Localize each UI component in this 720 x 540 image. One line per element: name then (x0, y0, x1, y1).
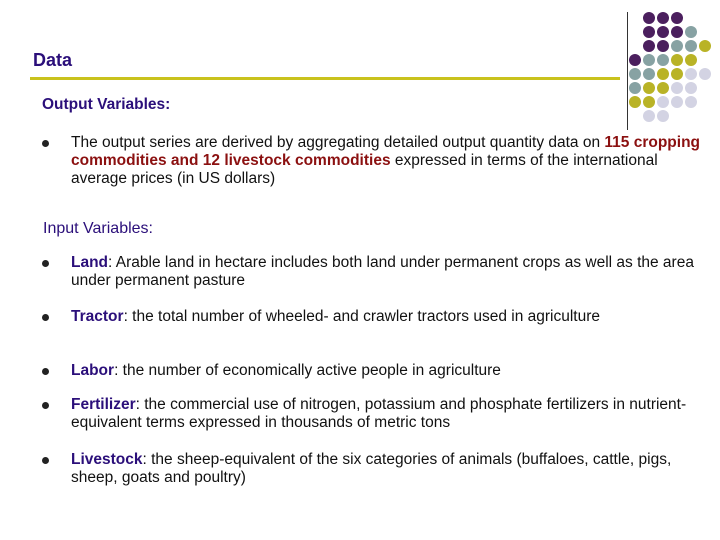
input-item-text (71, 254, 711, 290)
input-item-desc: : Arable land in hectare includes both land under permanent crops as well as the area under permanent pasture (71, 254, 694, 289)
output-item-text (71, 134, 711, 188)
input-item-term: Land (71, 254, 109, 271)
dot (671, 82, 683, 94)
dot (657, 96, 669, 108)
input-item-term: Livestock (71, 451, 143, 468)
dot (657, 68, 669, 80)
dot (643, 12, 655, 24)
input-item-desc: : the number of economically active people in agriculture (114, 362, 501, 379)
output-item-prefix: The output series are derived by aggregating detailed output quantity data on (71, 134, 605, 151)
dot (685, 40, 697, 52)
input-item-desc: : the commercial use of nitrogen, potassium and phosphate fertilizers in nutrient-equivalent terms expressed in thousands of metric tons (71, 396, 687, 431)
output-item-highlight: 115 cropping commodities and 12 livestock commodities (71, 134, 701, 169)
dot (671, 68, 683, 80)
bullet-icon (42, 314, 49, 321)
dot (643, 110, 655, 122)
dot (671, 40, 683, 52)
input-item-desc: : the total number of wheeled- and crawler tractors used in agriculture (123, 308, 600, 325)
dot (657, 110, 669, 122)
output-item-suffix: expressed in terms of the international average prices (in US dollars) (71, 152, 658, 187)
input-item-text (71, 308, 711, 326)
dot (699, 40, 711, 52)
dot (643, 40, 655, 52)
dot (671, 54, 683, 66)
dot (671, 12, 683, 24)
output-variables-heading: Output Variables: (42, 96, 171, 113)
dot (657, 82, 669, 94)
input-item-desc: : the sheep-equivalent of the six categories of animals (buffaloes, cattle, pigs, sheep, goats and poultry) (71, 451, 672, 486)
input-item-term: Labor (71, 362, 115, 379)
dot (685, 68, 697, 80)
dot (671, 26, 683, 38)
dot (643, 96, 655, 108)
dot (685, 54, 697, 66)
input-variables-heading: Input Variables: (43, 220, 153, 237)
title-underline (30, 77, 620, 80)
bullet-icon (42, 260, 49, 267)
dot (657, 26, 669, 38)
dot (657, 12, 669, 24)
dot (643, 82, 655, 94)
dot (657, 40, 669, 52)
dot (643, 26, 655, 38)
bullet-icon (42, 368, 49, 375)
dot (685, 82, 697, 94)
dot (643, 54, 655, 66)
dot (685, 26, 697, 38)
input-item-term: Fertilizer (71, 396, 136, 413)
input-item-text (71, 451, 711, 487)
dot (685, 96, 697, 108)
dot (699, 68, 711, 80)
dot (629, 82, 641, 94)
vertical-divider (627, 12, 628, 130)
dot (643, 68, 655, 80)
input-item-text (71, 362, 711, 380)
input-item-text (71, 396, 711, 432)
bullet-icon (42, 140, 49, 147)
input-item-term: Tractor (71, 308, 124, 325)
bullet-icon (42, 402, 49, 409)
dot (629, 54, 641, 66)
dot (629, 96, 641, 108)
dot (657, 54, 669, 66)
bullet-icon (42, 457, 49, 464)
dot (671, 96, 683, 108)
slide-title: Data (33, 50, 73, 70)
dot (629, 68, 641, 80)
